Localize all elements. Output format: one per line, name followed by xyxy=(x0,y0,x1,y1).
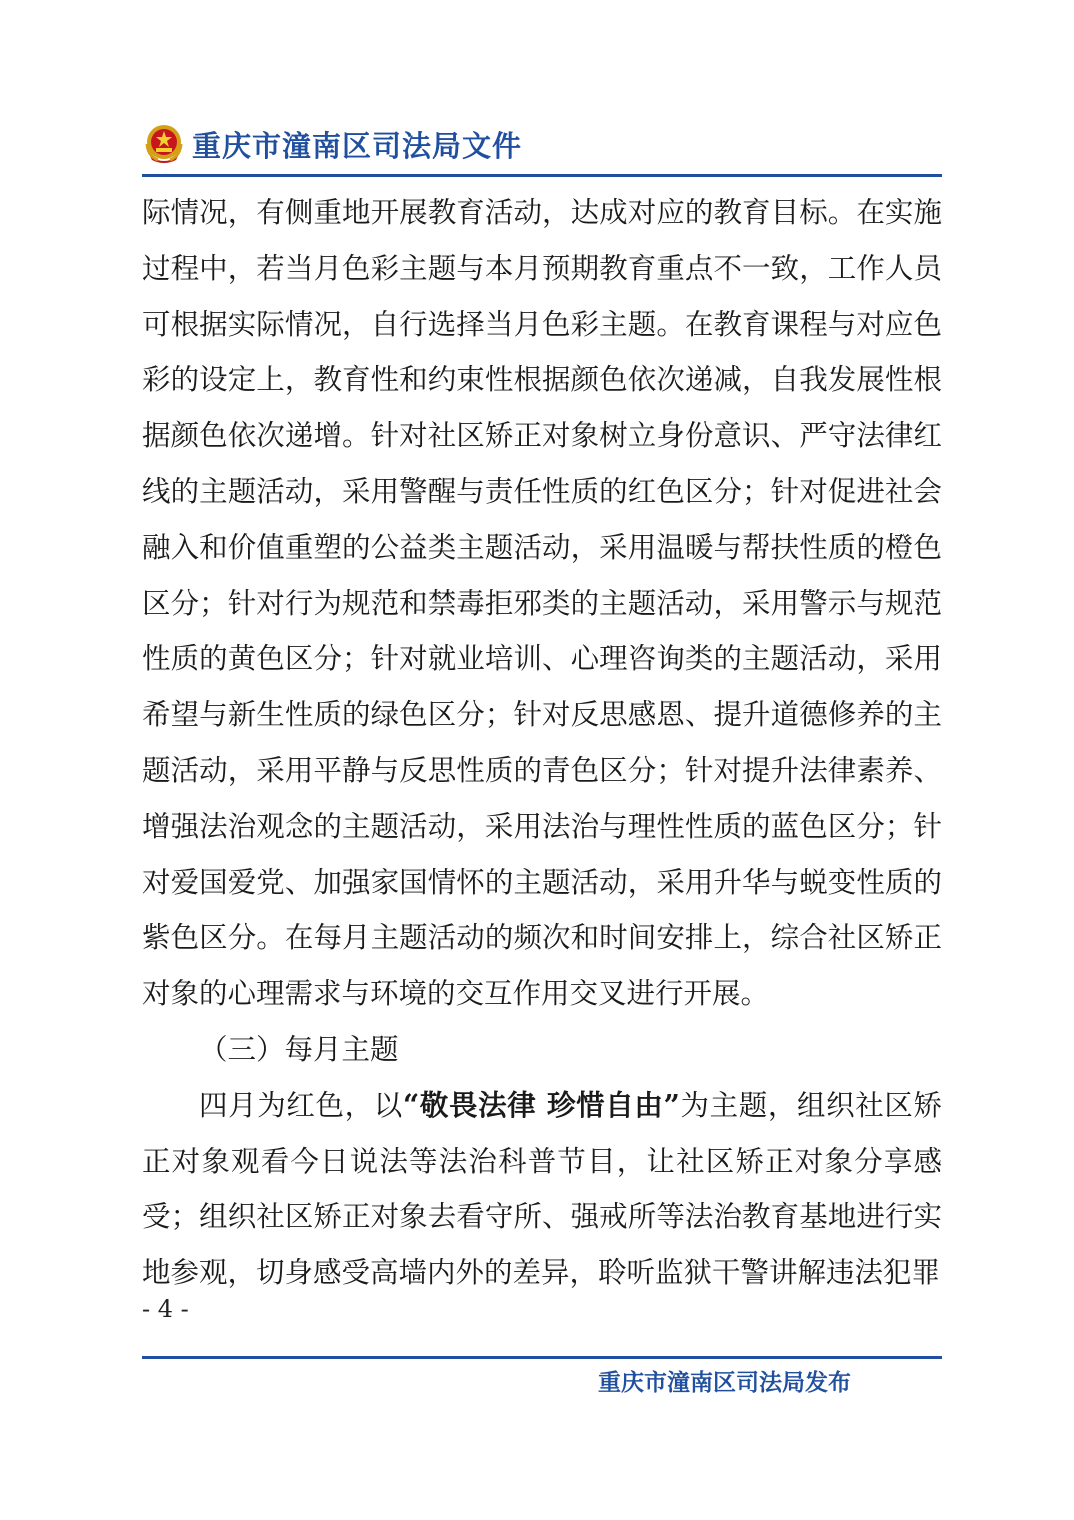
header-title: 重庆市潼南区司法局文件 xyxy=(192,128,523,163)
april-prefix: 四月为红色，以 xyxy=(199,1088,403,1122)
footer-divider xyxy=(142,1356,942,1359)
section-heading: （三）每月主题 xyxy=(199,1032,399,1066)
april-theme-keyword: “敬畏法律 珍惜自由” xyxy=(402,1087,680,1122)
body-paragraph-april xyxy=(142,1078,942,1301)
header-divider xyxy=(142,174,942,177)
document-body xyxy=(142,185,942,1301)
page-number: - 4 - xyxy=(142,1295,189,1323)
footer-publisher: 重庆市潼南区司法局发布 xyxy=(598,1370,851,1396)
document-header xyxy=(142,118,942,170)
body-paragraph-continuation: 际情况，有侧重地开展教育活动，达成对应的教育目标。在实施过程中，若当月色彩主题与本月预期教育重点不一致，工作人员可根据实际情况，自行选择当月色彩主题。在教育课程与对应色彩的设定上，教育性和约束性根据颜色依次递减，自我发展性根据颜色依次递增。针对社区矫正对象树立身份意识、严守法律红线的主题活动，采用警醒与责任性质的红色区分；针对促进社会融入和价值重塑的公益类主题活动，采用温暖与帮扶性质的橙色区分；针对行为规范和禁毒拒邪类的主题活动，采用警示与规范性质的黄色区分；针对就业培训、心理咨询类的主题活动，采用希望与新生性质的绿色区分；针对反思感恩、提升道德修养的主题活动，采用平静与反思性质的青色区分；针对提升法律素养、增强法治观念的主题活动，采用法治与理性性质的蓝色区分；针对爱国爱党、加强家国情怀的主题活动，采用升华与蜕变性质的紫色区分。在每月主题活动的频次和时间安排上，综合社区矫正对象的心理需求与环境的交互作用交叉进行开展。 xyxy=(142,196,942,1011)
national-emblem-icon xyxy=(142,122,186,166)
april-rest: 为主题，组织社区矫正对象观看今日说法等法治科普节目，让社区矫正对象分享感受；组织社区矫正对象去看守所、强戒所等法治教育基地进行实地参观，切身感受高墙内外的差异，聆听监狱干警讲解违法犯罪 xyxy=(142,1088,942,1290)
